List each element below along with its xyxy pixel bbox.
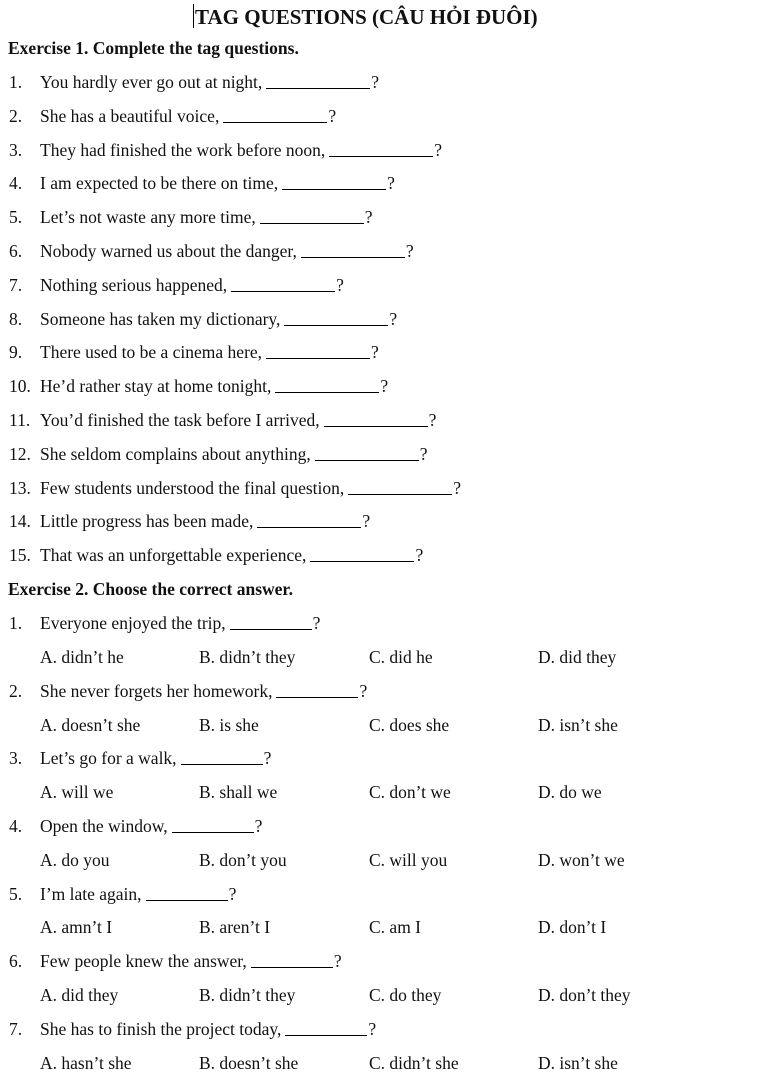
option-d[interactable]: D. don’t they bbox=[538, 985, 631, 1005]
answer-blank[interactable] bbox=[230, 613, 312, 630]
question-text: You hardly ever go out at night, bbox=[40, 72, 263, 92]
question-mark: ? bbox=[263, 748, 272, 768]
question-text: Let’s go for a walk, bbox=[40, 748, 177, 768]
question-text: I’m late again, bbox=[40, 884, 142, 904]
question-number: 12. bbox=[9, 444, 31, 464]
question-number: 2. bbox=[9, 681, 23, 701]
question-number: 1. bbox=[9, 72, 23, 92]
question-number: 2. bbox=[9, 106, 23, 126]
answer-blank[interactable] bbox=[276, 681, 358, 698]
question-text: Everyone enjoyed the trip, bbox=[40, 613, 226, 633]
question-text: She has a beautiful voice, bbox=[40, 106, 220, 126]
question-text: Few people knew the answer, bbox=[40, 951, 247, 971]
question-text: Nobody warned us about the danger, bbox=[40, 241, 297, 261]
question-mark: ? bbox=[362, 511, 371, 531]
question-number: 7. bbox=[9, 275, 23, 295]
answer-blank[interactable] bbox=[181, 748, 263, 765]
ex2-question bbox=[9, 611, 320, 635]
question-text: Nothing serious happened, bbox=[40, 275, 228, 295]
answer-blank[interactable] bbox=[329, 140, 433, 157]
question-number: 7. bbox=[9, 1019, 23, 1039]
option-c[interactable]: C. didn’t she bbox=[369, 1053, 459, 1073]
question-number: 1. bbox=[9, 613, 23, 633]
question-text: There used to be a cinema here, bbox=[40, 342, 263, 362]
option-d[interactable]: D. won’t we bbox=[538, 850, 625, 870]
ex1-question bbox=[9, 340, 379, 364]
page-title-text: TAG QUESTIONS (CÂU HỎI ĐUÔI) bbox=[195, 5, 538, 29]
question-mark: ? bbox=[333, 951, 342, 971]
answer-blank[interactable] bbox=[266, 342, 370, 359]
answer-blank[interactable] bbox=[285, 1019, 367, 1036]
ex1-question bbox=[9, 239, 414, 263]
option-b[interactable]: B. aren’t I bbox=[199, 917, 271, 937]
ex1-question bbox=[9, 408, 436, 432]
question-text: I am expected to be there on time, bbox=[40, 173, 279, 193]
ex2-question bbox=[9, 679, 367, 703]
option-b[interactable]: B. doesn’t she bbox=[199, 1053, 299, 1073]
option-b[interactable]: B. is she bbox=[199, 715, 259, 735]
question-number: 3. bbox=[9, 140, 23, 160]
question-number: 4. bbox=[9, 816, 23, 836]
question-mark: ? bbox=[405, 241, 414, 261]
question-number: 10. bbox=[9, 376, 31, 396]
option-c[interactable]: C. did he bbox=[369, 647, 433, 667]
ex1-question bbox=[9, 543, 423, 567]
question-mark: ? bbox=[359, 681, 368, 701]
option-b[interactable]: B. didn’t they bbox=[199, 985, 296, 1005]
option-c[interactable]: C. don’t we bbox=[369, 782, 451, 802]
answer-blank[interactable] bbox=[172, 816, 254, 833]
question-text: They had finished the work before noon, bbox=[40, 140, 326, 160]
question-text: She seldom complains about anything, bbox=[40, 444, 311, 464]
question-text: That was an unforgettable experience, bbox=[40, 545, 307, 565]
ex1-question bbox=[9, 138, 442, 162]
ex1-question bbox=[9, 509, 370, 533]
option-d[interactable]: D. did they bbox=[538, 647, 617, 667]
option-d[interactable]: D. don’t I bbox=[538, 917, 607, 937]
option-d[interactable]: D. isn’t she bbox=[538, 715, 618, 735]
ex1-question bbox=[9, 273, 344, 297]
question-text: Few students understood the final question, bbox=[40, 478, 345, 498]
question-number: 6. bbox=[9, 951, 23, 971]
option-b[interactable]: B. shall we bbox=[199, 782, 278, 802]
answer-blank[interactable] bbox=[284, 309, 388, 326]
option-a[interactable]: A. will we bbox=[40, 782, 114, 802]
option-c[interactable]: C. will you bbox=[369, 850, 448, 870]
question-mark: ? bbox=[415, 545, 424, 565]
ex2-question bbox=[9, 814, 262, 838]
question-mark: ? bbox=[389, 309, 398, 329]
ex1-question bbox=[9, 374, 388, 398]
question-mark: ? bbox=[434, 140, 443, 160]
option-d[interactable]: D. isn’t she bbox=[538, 1053, 618, 1073]
answer-blank[interactable] bbox=[231, 275, 335, 292]
question-text: Someone has taken my dictionary, bbox=[40, 309, 281, 329]
answer-blank[interactable] bbox=[257, 511, 361, 528]
answer-blank[interactable] bbox=[315, 444, 419, 461]
option-d[interactable]: D. do we bbox=[538, 782, 602, 802]
option-c[interactable]: C. do they bbox=[369, 985, 442, 1005]
option-a[interactable]: A. amn’t I bbox=[40, 917, 113, 937]
question-text: Let’s not waste any more time, bbox=[40, 207, 256, 227]
question-text: She never forgets her homework, bbox=[40, 681, 273, 701]
answer-blank[interactable] bbox=[260, 207, 364, 224]
question-number: 5. bbox=[9, 207, 23, 227]
answer-blank[interactable] bbox=[251, 951, 333, 968]
question-number: 14. bbox=[9, 511, 31, 531]
ex2-question bbox=[9, 1017, 376, 1041]
ex2-question bbox=[9, 949, 342, 973]
answer-blank[interactable] bbox=[146, 884, 228, 901]
question-text: Open the window, bbox=[40, 816, 168, 836]
answer-blank[interactable] bbox=[275, 376, 379, 393]
exercise-1-heading: Exercise 1. Complete the tag questions. bbox=[8, 38, 299, 58]
question-number: 15. bbox=[9, 545, 31, 565]
question-mark: ? bbox=[380, 376, 389, 396]
question-text: You’d finished the task before I arrived, bbox=[40, 410, 320, 430]
question-mark: ? bbox=[371, 342, 379, 362]
option-a[interactable]: A. do you bbox=[40, 850, 110, 870]
question-mark: ? bbox=[328, 106, 337, 126]
question-number: 3. bbox=[9, 748, 23, 768]
question-mark: ? bbox=[387, 173, 395, 193]
answer-blank[interactable] bbox=[310, 545, 414, 562]
text-cursor bbox=[193, 4, 194, 28]
question-number: 4. bbox=[9, 173, 23, 193]
question-mark: ? bbox=[368, 1019, 377, 1039]
question-mark: ? bbox=[419, 444, 428, 464]
option-c[interactable]: C. does she bbox=[369, 715, 450, 735]
option-b[interactable]: B. don’t you bbox=[199, 850, 287, 870]
option-a[interactable]: A. did they bbox=[40, 985, 119, 1005]
ex1-question bbox=[9, 70, 379, 94]
answer-blank[interactable] bbox=[282, 173, 386, 190]
answer-blank[interactable] bbox=[348, 478, 452, 495]
question-number: 8. bbox=[9, 309, 23, 329]
question-mark: ? bbox=[312, 613, 321, 633]
page-title bbox=[193, 3, 538, 31]
ex2-question bbox=[9, 882, 236, 906]
question-mark: ? bbox=[371, 72, 380, 92]
exercise-2-heading: Exercise 2. Choose the correct answer. bbox=[8, 579, 293, 599]
question-mark: ? bbox=[336, 275, 344, 295]
question-mark: ? bbox=[364, 207, 373, 227]
option-c[interactable]: C. am I bbox=[369, 917, 422, 937]
ex2-question bbox=[9, 746, 271, 770]
ex1-question bbox=[9, 442, 428, 466]
question-number: 9. bbox=[9, 342, 23, 362]
question-text: She has to finish the project today, bbox=[40, 1019, 282, 1039]
question-text: Little progress has been made, bbox=[40, 511, 254, 531]
answer-blank[interactable] bbox=[324, 410, 428, 427]
ex1-question bbox=[9, 205, 373, 229]
option-a[interactable]: A. doesn’t she bbox=[40, 715, 141, 735]
option-b[interactable]: B. didn’t they bbox=[199, 647, 296, 667]
question-mark: ? bbox=[428, 410, 437, 430]
ex1-question bbox=[9, 104, 336, 128]
option-a[interactable]: A. hasn’t she bbox=[40, 1053, 132, 1073]
answer-blank[interactable] bbox=[223, 106, 327, 123]
question-number: 13. bbox=[9, 478, 31, 498]
question-mark: ? bbox=[254, 816, 263, 836]
question-number: 6. bbox=[9, 241, 23, 261]
option-a[interactable]: A. didn’t he bbox=[40, 647, 124, 667]
question-text: He’d rather stay at home tonight, bbox=[40, 376, 272, 396]
answer-blank[interactable] bbox=[266, 72, 370, 89]
question-number: 5. bbox=[9, 884, 23, 904]
question-mark: ? bbox=[228, 884, 237, 904]
ex1-question bbox=[9, 476, 461, 500]
ex1-question bbox=[9, 171, 395, 195]
ex1-question bbox=[9, 307, 397, 331]
question-number: 11. bbox=[9, 410, 31, 430]
question-mark: ? bbox=[453, 478, 462, 498]
answer-blank[interactable] bbox=[301, 241, 405, 258]
